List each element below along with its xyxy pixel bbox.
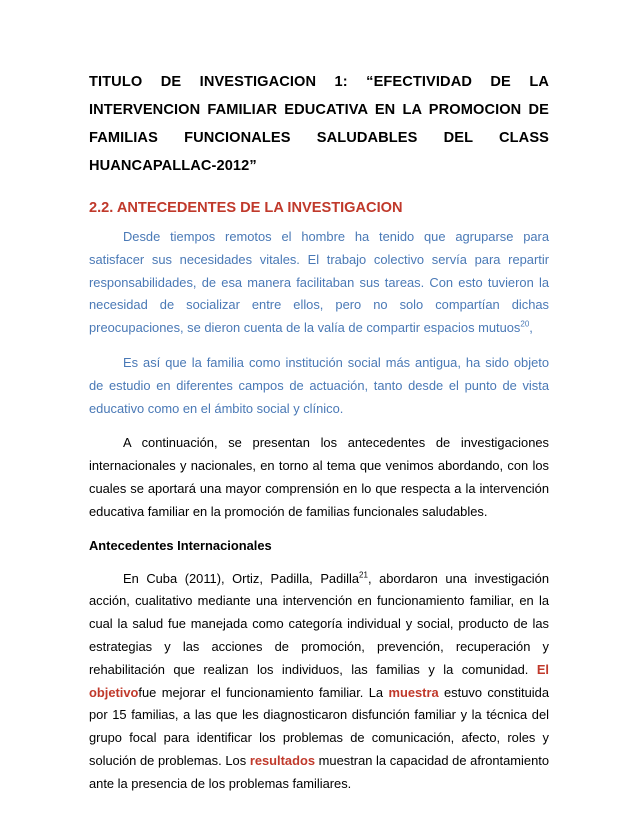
paragraph-origins (89, 226, 549, 340)
cuba-study-part4: estuvo constituida por 15 familias, a las que les diagnosticaron disfunción familiar y la técnica del grupo focal para identificar los problemas de comunicación, afecto, roles y solución de problemas. Los (89, 684, 549, 768)
label-resultados: resultados (249, 752, 316, 768)
paragraph-family-institution: Es así que la familia como institución social más antigua, ha sido objeto de estudio en diferentes campos de actuación, tanto desde el punto de vista educativo como en el ámbito social y clínico. (89, 354, 549, 416)
footnote-ref-21: 21 (359, 570, 368, 580)
paragraph-cuba-study (89, 568, 549, 796)
research-title: TITULO DE INVESTIGACION 1: “EFECTIVIDAD DE LA INTERVENCION FAMILIAR EDUCATIVA EN LA PROMOCION DE FAMILIAS FUNCIONALES SALUDABLES DEL CLASS HUANCAPALLAC-2012” (89, 74, 549, 174)
cuba-study-part1: En Cuba (2011), Ortiz, Padilla, Padilla (123, 570, 360, 586)
cuba-study-part5: muestran la capacidad de afrontamiento ante la presencia de los problemas familiares. (89, 752, 549, 791)
section-heading: 2.2. ANTECEDENTES DE LA INVESTIGACION (89, 200, 403, 216)
label-objetivo: El objetivo (89, 661, 549, 700)
cuba-study-part3: fue mejorar el funcionamiento familiar. La (138, 684, 389, 700)
paragraph-origins-tail: , (529, 320, 533, 336)
label-muestra: muestra (388, 684, 439, 700)
paragraph-origins-text: Desde tiempos remotos el hombre ha tenido que agruparse para satisfacer sus necesidades vitales. El trabajo colectivo servía para repartir responsabilidades, de esa manera facilitaban sus tareas. Con esto tuvieron la necesidad de socializar entre ellos, pero no solo compartían dichas preocupaciones, se dieron cuenta de la valía de compartir espacios mutuos (89, 229, 549, 336)
paragraph-introduction: A continuación, se presentan los antecedentes de investigaciones internacionales y nacionales, en torno al tema que venimos abordando, con los cuales se aportará una mayor comprensión en lo que respecta a la intervención educativa familiar en la promoción de familias funcionales saludables. (89, 435, 549, 519)
document-page (89, 68, 549, 808)
subheading-international: Antecedentes Internacionales (89, 537, 272, 553)
cuba-study-part2: , abordaron una investigación acción, cualitativo mediante una intervención en funcionamiento familiar, en la cual la salud fue manejada como categoría individual y social, producto de las estrategias y las acciones de promoción, prevención, recuperación y rehabilitación que realizan los individuos, las familias y la comunidad. (89, 570, 549, 677)
footnote-ref-20: 20 (520, 319, 530, 329)
